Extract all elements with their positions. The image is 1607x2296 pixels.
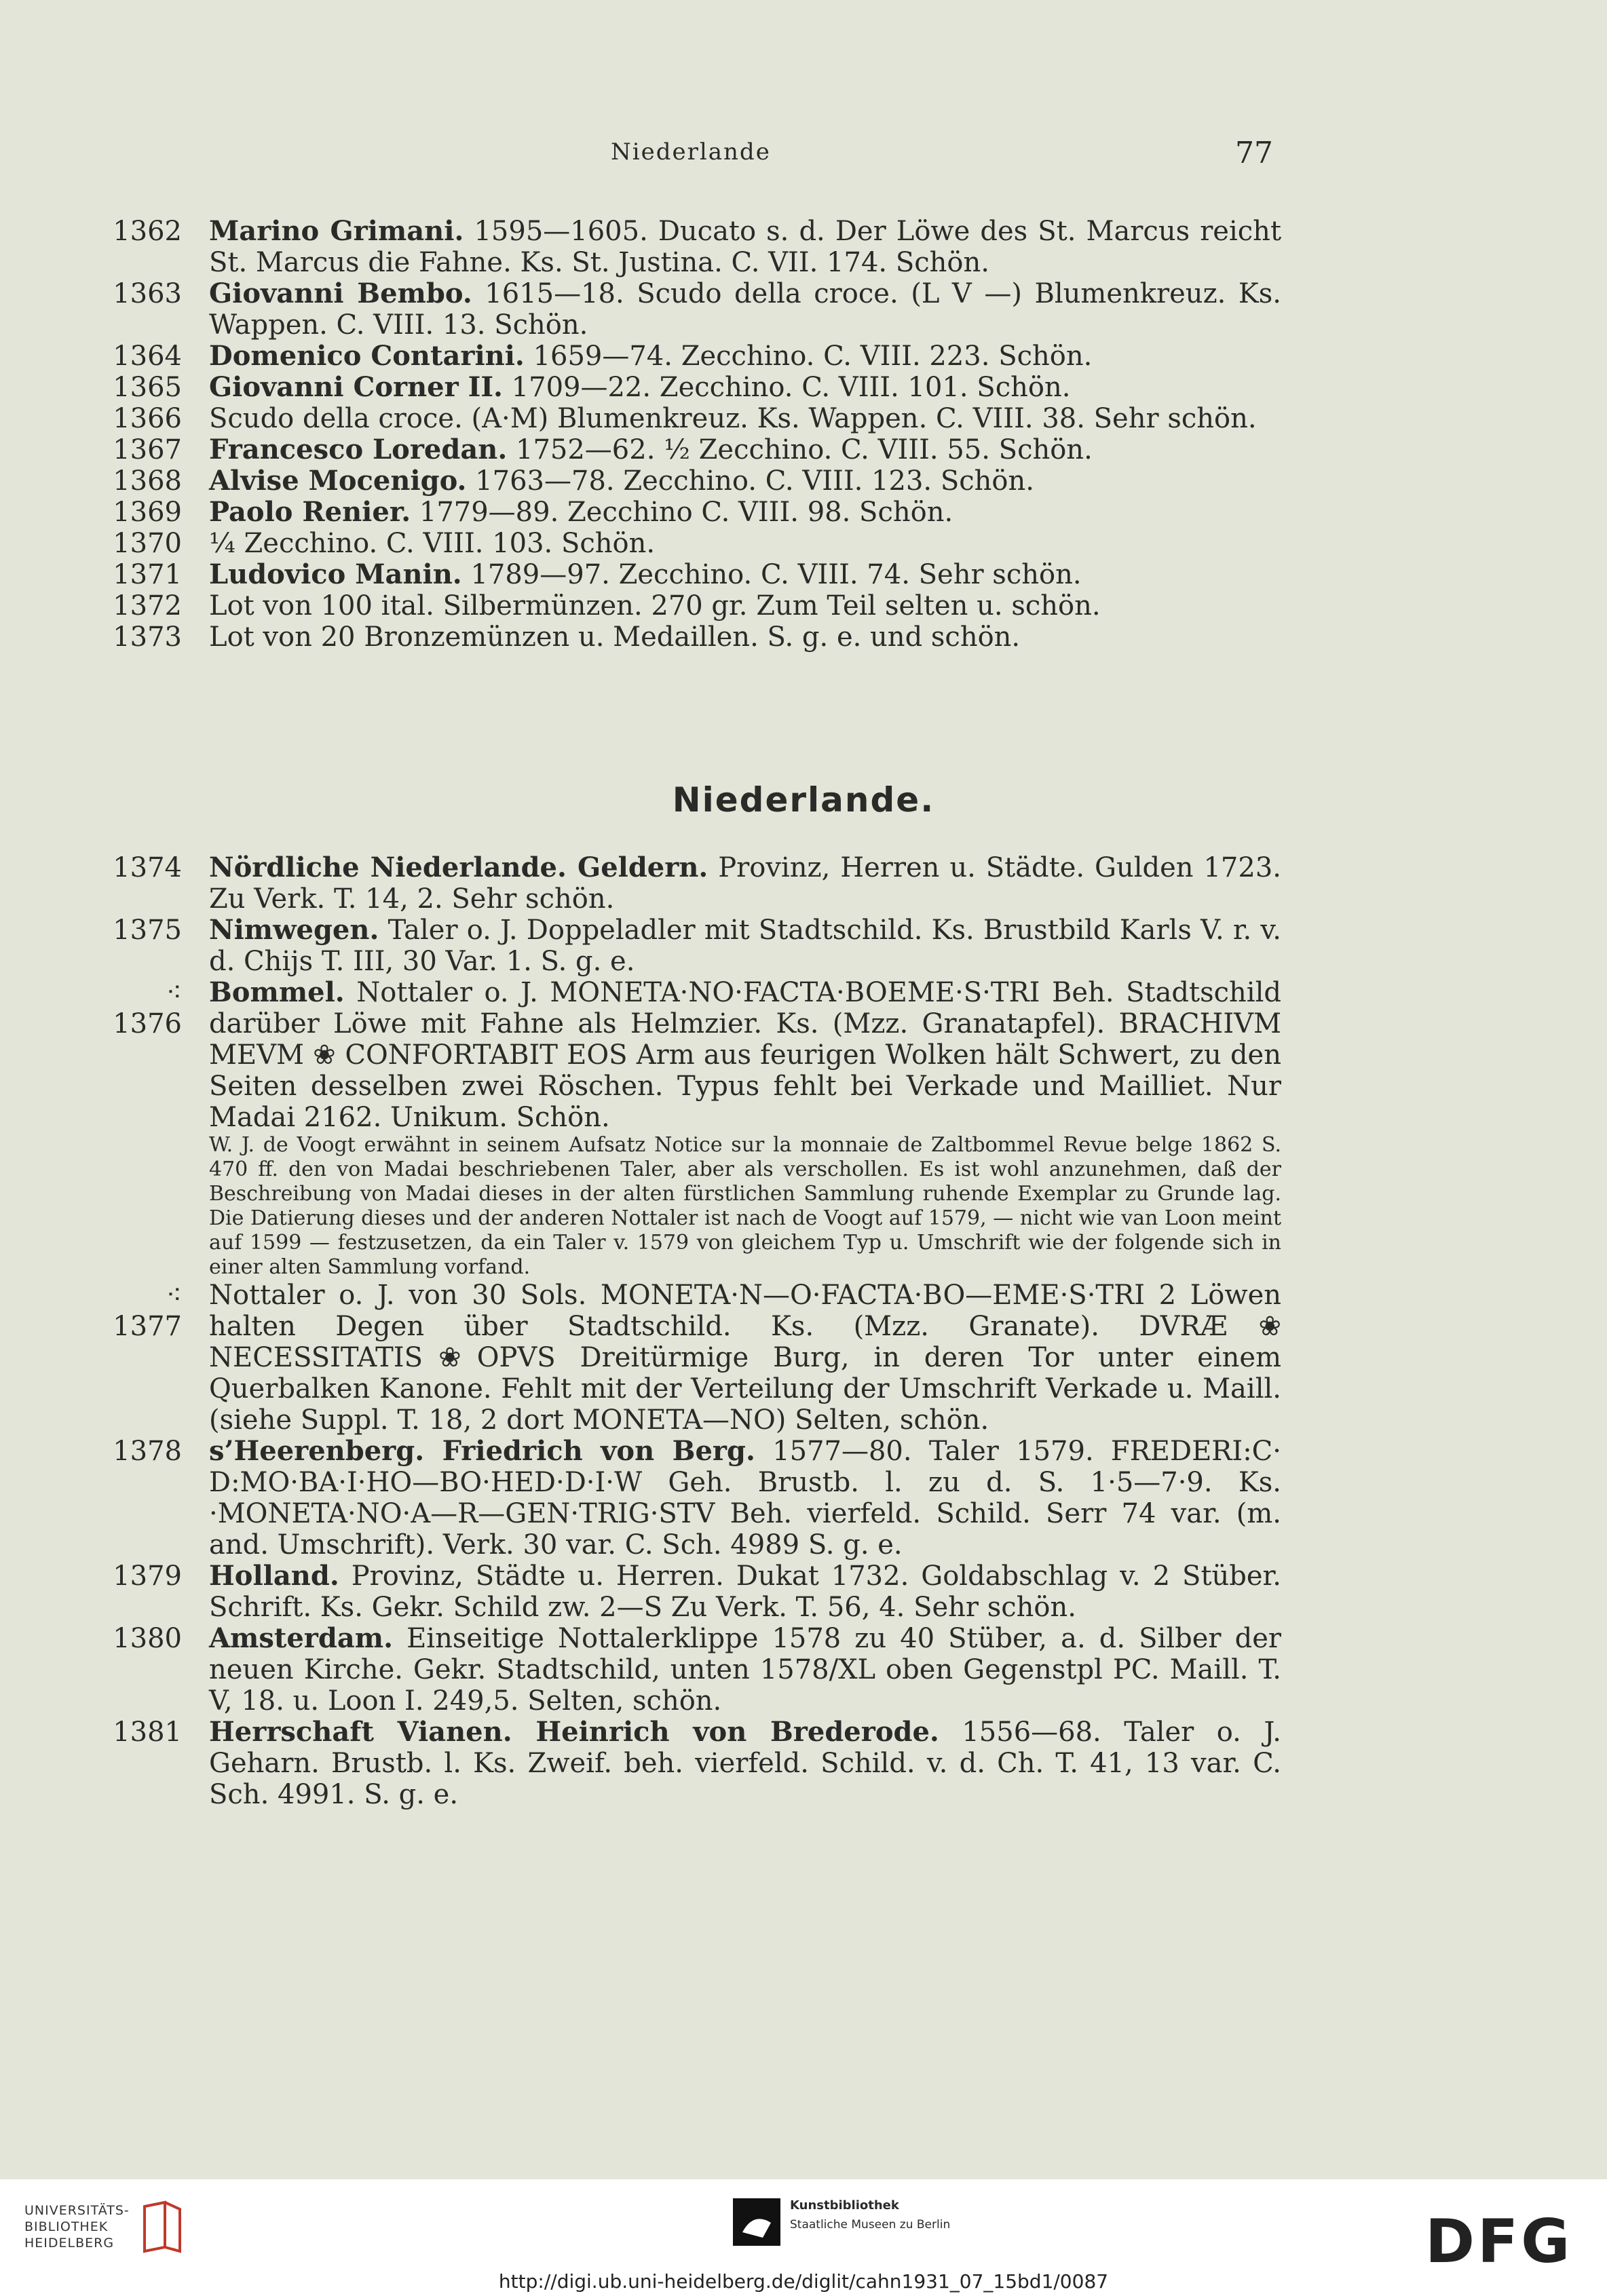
university-library-name: UNIVERSITÄTS- BIBLIOTHEK HEIDELBERG (24, 2203, 130, 2251)
entry-lead: Francesco Loredan. (209, 434, 508, 465)
kunstbibliothek-logo[interactable] (733, 2198, 950, 2246)
catalog-entry (109, 216, 1507, 278)
entry-lead: Herrschaft Vianen. Heinrich von Brederode. (209, 1716, 939, 1748)
kunstbibliothek-subtitle: Staatliche Museen zu Berlin (790, 2218, 951, 2232)
entry-body (209, 852, 1281, 915)
catalog-entry (109, 1623, 1507, 1717)
entry-lead: Marino Grimani. (209, 215, 464, 247)
entry-lead: Giovanni Corner II. (209, 371, 503, 403)
catalog-entry (109, 1280, 1507, 1436)
entry-body (209, 465, 1281, 497)
entry-text: 1659—74. Zecchino. C. VIII. 223. Schön. (533, 341, 1093, 372)
dfg-logo[interactable]: DFG (1425, 2206, 1573, 2276)
catalog-entry (109, 852, 1507, 915)
entry-text: 1577—80. Taler 1579. FREDERI:C· D:MO·BA·I·HO—BO·HED·D·I·W Geh. Brustb. l. zu d. S. 1·5—7·9. Ks. ·MONETA·NO·A—R—GEN·TRIG·STV Beh. vierfeld. Schild. Serr 74 var. (m. and. Umschrift). Verk. 30 var. C. Sch. 4989 S. g. e. (209, 1436, 1281, 1561)
entry-text: Nottaler o. J. von 30 Sols. MONETA·N—O·FACTA·BO—EME·S·TRI 2 Löwen halten Degen über Stadtschild. Ks. (Mzz. Granate). DVRÆ❀ NECESSITATIS❀OPVS Dreitürmige Burg, in deren Tor unter einem Querbalken Kanone. Fehlt mit der Verteilung der Umschrift Verkade u. Maill. (siehe Suppl. T. 18, 2 dort MONETA—NO) Selten, schön. (209, 1280, 1281, 1436)
entry-text: 1779—89. Zecchino C. VIII. 98. Schön. (419, 497, 953, 528)
entry-text: Nottaler o. J. MONETA·NO·FACTA·BOEME·S·TRI Beh. Stadtschild darüber Löwe mit Fahne als Helmzier. Ks. (Mzz. Granatapfel). BRACHIVM MEVM ❀ CONFORTABIT EOS Arm aus feurigen Wolken hält Schwert, zu den Seiten desselben zwei Röschen. Typus fehlt bei Verkade und Mailliet. Nur Madai 2162. Unikum. Schön. (209, 977, 1281, 1133)
entry-number: 1381 (113, 1717, 182, 1748)
entry-body (209, 528, 1281, 559)
document-url[interactable]: http://digi.ub.uni-heidelberg.de/diglit/cahn1931_07_15bd1/0087 (498, 2270, 1109, 2293)
entry-text: Provinz, Herren u. Städte. Gulden 1723. Zu Verk. T. 14, 2. Sehr schön. (209, 852, 1281, 915)
university-emblem-icon (138, 2200, 185, 2254)
catalog-entry (109, 977, 1507, 1133)
entry-body (209, 372, 1281, 403)
entry-text: 1752—62. ½ Zecchino. C. VIII. 55. Schön. (516, 434, 1093, 465)
entry-body (209, 216, 1281, 278)
entry-text: 1556—68. Taler o. J. Geharn. Brustb. l. Ks. Zweif. beh. vierfeld. Schild. v. d. Ch. T. 41, 13 var. C. Sch. 4991. S. g. e. (209, 1717, 1281, 1810)
entry-body (209, 915, 1281, 977)
entry-text: Scudo della croce. (A·M) Blumenkreuz. Ks. Wappen. C. VIII. 38. Sehr schön. (209, 403, 1257, 434)
entry-text: 1709—22. Zecchino. C. VIII. 101. Schön. (511, 372, 1071, 403)
entry-number: 1367 (113, 434, 182, 465)
entry-text: Lot von 20 Bronzemünzen u. Medaillen. S. g. e. und schön. (209, 621, 1021, 653)
entry-body (209, 1561, 1281, 1623)
catalog-entry (109, 278, 1507, 341)
entry-text: Einseitige Nottalerklippe 1578 zu 40 Stüber, a. d. Silber der neuen Kirche. Gekr. Stadtschild, unten 1578/XL oben Gegenstpl PC. Maill. T. V, 18. u. Loon I. 249,5. Selten, schön. (209, 1623, 1281, 1717)
entry-body (209, 1436, 1281, 1561)
catalog-entry (109, 1561, 1507, 1623)
entry-lead: s’Heerenberg. Friedrich von Berg. (209, 1435, 755, 1467)
entry-number: 1370 (113, 528, 182, 559)
entry-text: ¼ Zecchino. C. VIII. 103. Schön. (209, 528, 656, 559)
entry-text: Lot von 100 ital. Silbermünzen. 270 gr. Zum Teil selten u. schön. (209, 590, 1101, 621)
entries-main (109, 852, 1507, 1810)
entry-text: Taler o. J. Doppeladler mit Stadtschild. Ks. Brustbild Karls V. r. v. d. Chijs T. III, 30 Var. 1. S. g. e. (209, 915, 1281, 977)
entry-text: 1615—18. Scudo della croce. (L V —) Blumenkreuz. Ks. Wappen. C. VIII. 13. Schön. (209, 278, 1282, 341)
entry-lead: Amsterdam. (209, 1622, 394, 1654)
viewer-footer (0, 2179, 1607, 2296)
catalog-entry (109, 590, 1507, 621)
entry-lead: Nördliche Niederlande. Geldern. (209, 852, 708, 883)
kunstbibliothek-name: Kunstbibliothek (790, 2198, 899, 2213)
entry-text: 1595—1605. Ducato s. d. Der Löwe des St. Marcus reicht St. Marcus die Fahne. Ks. St. Justina. C. VII. 174. Schön. (209, 216, 1282, 278)
entry-lead: Holland. (209, 1560, 339, 1592)
university-library-logo[interactable] (24, 2200, 185, 2254)
entry-number: 1373 (113, 621, 182, 653)
entry-number: ⁖1377 (113, 1280, 182, 1342)
entry-lead: Nimwegen. (209, 914, 379, 946)
catalog-entry (109, 1436, 1507, 1561)
entry-text: 1763—78. Zecchino. C. VIII. 123. Schön. (475, 465, 1034, 497)
entry-lead: Ludovico Manin. (209, 558, 462, 590)
section-heading: Niederlande. (672, 780, 935, 820)
catalog-entry (109, 372, 1507, 403)
catalog-entry (109, 915, 1507, 977)
running-title: Niederlande (611, 138, 771, 166)
entry-body (209, 341, 1281, 372)
page-number: 77 (1235, 136, 1273, 170)
entry-lead: Giovanni Bembo. (209, 278, 472, 309)
kunstbibliothek-emblem-icon (733, 2198, 780, 2246)
entry-number: 1365 (113, 372, 182, 403)
page-header (0, 138, 1607, 179)
entry-number: 1369 (113, 497, 182, 528)
entry-body (209, 497, 1281, 528)
entry-body (209, 1280, 1281, 1436)
entry-number: 1363 (113, 278, 182, 309)
entry-body (209, 403, 1281, 434)
catalog-entry (109, 559, 1507, 590)
catalog-entry (109, 528, 1507, 559)
entry-body (209, 977, 1281, 1133)
footnote: W. J. de Voogt erwähnt in seinem Aufsatz Notice sur la monnaie de Zaltbommel Revue belge 1862 S. 470 ff. den von Madai beschriebenen Taler, aber als verschollen. Es ist wohl anzunehmen, daß der Beschreibung von Madai dieses in der alten fürstlichen Sammlung ruhende Exemplar zu Grunde lag. Die Datierung dieses und der anderen Nottaler ist nach de Voogt auf 1579, — nicht wie van Loon meint auf 1599 — festzusetzen, da ein Taler v. 1579 von gleichem Typ u. Umschrift wie der folgende sich in einer alten Sammlung vorfand. (209, 1133, 1281, 1279)
entry-number: 1380 (113, 1623, 182, 1654)
catalog-entry (109, 341, 1507, 372)
entry-body (209, 590, 1281, 621)
entry-number: 1372 (113, 590, 182, 621)
entry-lead: Alvise Mocenigo. (209, 465, 467, 497)
entry-number: 1379 (113, 1561, 182, 1592)
entry-number: 1374 (113, 852, 182, 883)
entry-lead: Bommel. (209, 976, 345, 1008)
entry-number: 1368 (113, 465, 182, 497)
catalog-entry (109, 465, 1507, 497)
entry-number: 1371 (113, 559, 182, 590)
entry-body (209, 1623, 1281, 1717)
entry-number: ⁖1376 (113, 977, 182, 1039)
catalog-entry (109, 1717, 1507, 1810)
entry-number: 1364 (113, 341, 182, 372)
catalog-entry (109, 621, 1507, 653)
entry-number: 1375 (113, 915, 182, 946)
entry-number: 1378 (113, 1436, 182, 1467)
catalog-entry (109, 434, 1507, 465)
entry-number: 1362 (113, 216, 182, 247)
entry-body (209, 1717, 1281, 1810)
entry-text: 1789—97. Zecchino. C. VIII. 74. Sehr schön. (470, 559, 1082, 590)
catalog-entry (109, 403, 1507, 434)
catalog-entry (109, 497, 1507, 528)
entry-lead: Paolo Renier. (209, 496, 411, 528)
entry-text: Provinz, Städte u. Herren. Dukat 1732. Goldabschlag v. 2 Stüber. Schrift. Ks. Gekr. Schild zw. 2—S Zu Verk. T. 56, 4. Sehr schön. (209, 1561, 1282, 1623)
entries-top (109, 216, 1507, 653)
entry-body (209, 559, 1281, 590)
entry-body (209, 278, 1281, 341)
entry-lead: Domenico Contarini. (209, 340, 525, 372)
entry-body (209, 434, 1281, 465)
entry-body (209, 621, 1281, 653)
entry-number: 1366 (113, 403, 182, 434)
